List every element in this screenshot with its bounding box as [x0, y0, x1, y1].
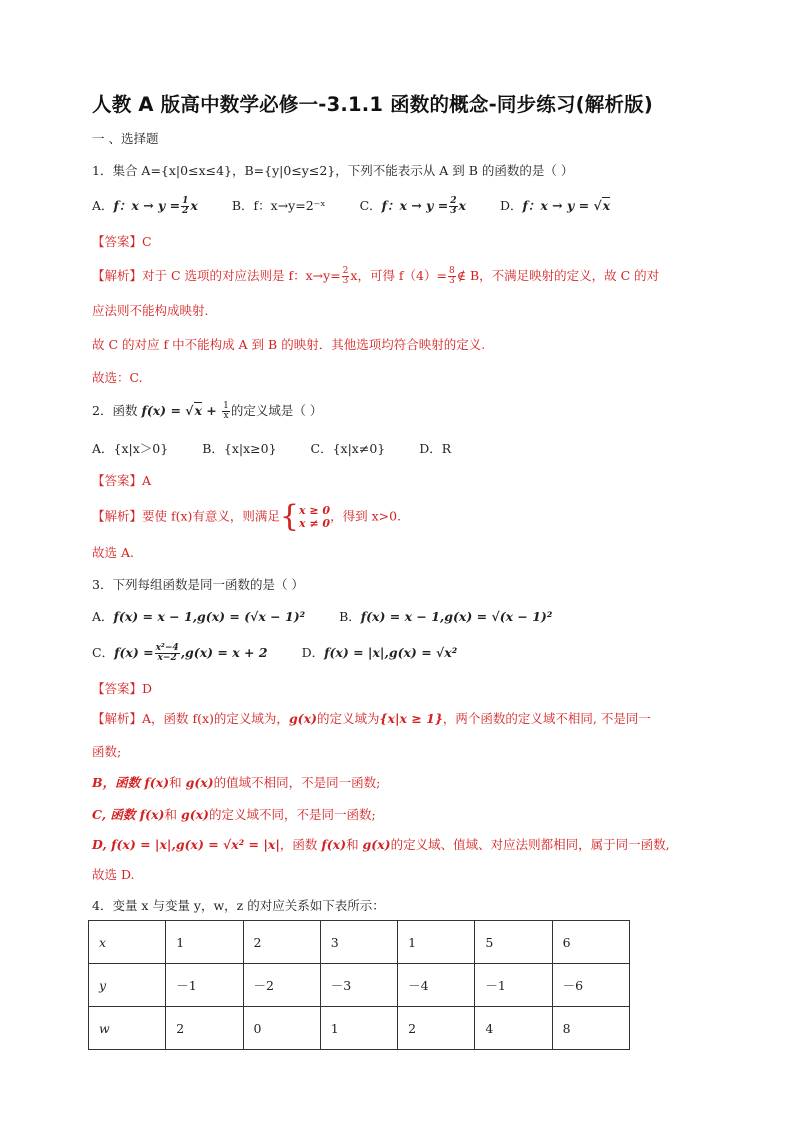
q4-stem: 4．变量 x 与变量 y，w，z 的对应关系如下表所示： — [92, 898, 385, 913]
q2-stem: 2．函数 f(x) = √x + $\frac{1}{x}$ 的定义域是（ ） — [92, 401, 323, 421]
table-cell: 1 — [166, 921, 243, 964]
table-cell: －4 — [398, 964, 475, 1007]
q2-option-d: D．R — [419, 441, 452, 456]
q2-conclusion: 故选 A. — [92, 545, 134, 560]
q2-answer: 【答案】A — [92, 473, 152, 488]
table-cell: 3 — [320, 921, 397, 964]
q3-explanation-line2: 函数; — [92, 744, 122, 759]
q3-answer: 【答案】D — [92, 681, 153, 696]
table-cell: －3 — [320, 964, 397, 1007]
table-row — [89, 921, 630, 964]
q3-explanation-line3: B，函数 f(x)和 g(x)的值域不相同，不是同一函数; — [92, 775, 381, 790]
table-cell: 6 — [552, 921, 629, 964]
q2-option-a: A．{x|x＞0} — [92, 441, 169, 456]
table-cell: w — [89, 1007, 166, 1050]
q1-explanation-line2: 应法则不能构成映射. — [92, 303, 209, 318]
q1-explanation-line4: 故选：C. — [92, 370, 143, 385]
q3-explanation-line5: D, f(x) = |x|,g(x) = √x² = |x|，函数 f(x)和 g(x)的定义域、值域、对应法则都相同，属于同一函数, — [92, 837, 670, 852]
q3-option-d: D．f(x) = |x|,g(x) = √x² — [301, 645, 458, 660]
q2-option-c: C．{x|x≠0} — [310, 441, 386, 456]
q2-explanation: 【解析】要使 f(x)有意义，则满足{ x ≥ 0 x ≠ 0 ，得到 x>0. — [92, 499, 402, 534]
q1-option-b: B．f：x→y=2⁻ˣ — [231, 198, 326, 213]
q1-answer: 【答案】C — [92, 234, 152, 249]
q3-option-c: C．f(x) = $\frac{\text{x²−4}}{x-2}$ ,g(x) = x + 2 — [92, 643, 268, 663]
q1-option-d: D．f：x → y = √x — [499, 198, 611, 213]
table-cell: 2 — [398, 1007, 475, 1050]
table-cell: y — [89, 964, 166, 1007]
q3-explanation-line4: C, 函数 f(x)和 g(x)的定义域不同，不是同一函数; — [92, 807, 376, 822]
table-cell: 2 — [166, 1007, 243, 1050]
q1-option-c: C．f：x → y = $\frac{2}{3}$ x — [359, 196, 466, 216]
table-cell: －2 — [243, 964, 320, 1007]
table-row — [89, 1007, 630, 1050]
table-cell: －1 — [166, 964, 243, 1007]
q1-options — [92, 197, 640, 216]
table-cell: 4 — [475, 1007, 552, 1050]
table-cell: 1 — [398, 921, 475, 964]
q2-option-b: B．{x|x≥0} — [202, 441, 277, 456]
q3-options-ab — [92, 608, 582, 626]
table-cell: 5 — [475, 921, 552, 964]
q3-option-a: A．f(x) = x − 1,g(x) = (√x − 1)² — [92, 609, 306, 624]
table-cell: 8 — [552, 1007, 629, 1050]
table-cell: 1 — [320, 1007, 397, 1050]
table-cell: －6 — [552, 964, 629, 1007]
page-title: 人教 A 版高中数学必修一-3.1.1 函数的概念-同步练习(解析版) — [92, 93, 653, 116]
q3-option-b: B．f(x) = x − 1,g(x) = √(x − 1)² — [339, 609, 553, 624]
section-heading: 一 、选择题 — [92, 131, 159, 146]
table-cell: x — [89, 921, 166, 964]
table-cell: 0 — [243, 1007, 320, 1050]
q3-explanation-line1: 【解析】A，函数 f(x)的定义域为，g(x)的定义域为{x|x ≥ 1}，两个函数的定义域不相同, 不是同一 — [92, 711, 651, 726]
table-row — [89, 964, 630, 1007]
q4-table — [88, 920, 630, 1050]
table-cell: 2 — [243, 921, 320, 964]
q1-option-a: A．f：x → y = $\frac{1}{2}$ x — [92, 196, 198, 216]
q3-options-cd — [92, 644, 487, 663]
q3-stem: 3．下列每组函数是同一函数的是（ ） — [92, 577, 304, 592]
q1-explanation-line1: 【解析】对于 C 选项的对应法则是 f：x→y= $\frac{2}{3}$ x，可得 f（4）= $\frac{8}{3}$ ∉ B，不满足映射的定义，故 C 的对 — [92, 266, 660, 286]
q3-explanation-line6: 故选 D. — [92, 867, 135, 882]
q1-stem: 1．集合 A={x|0≤x≤4}，B={y|0≤y≤2}，下列不能表示从 A 到 B 的函数的是（ ） — [92, 163, 574, 178]
table-cell: －1 — [475, 964, 552, 1007]
q1-explanation-line3: 故 C 的对应 f 中不能构成 A 到 B 的映射．其他选项均符合映射的定义. — [92, 337, 486, 352]
q2-options — [92, 440, 481, 458]
